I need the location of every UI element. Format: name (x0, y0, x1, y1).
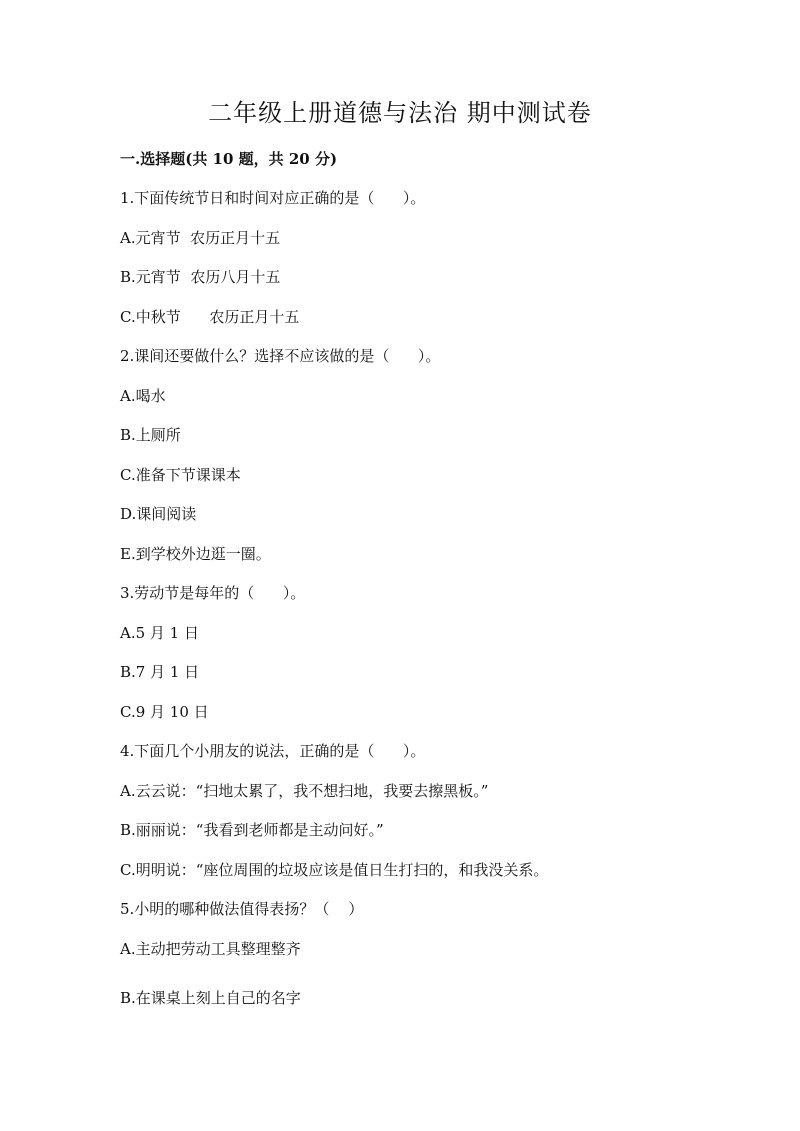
question-3-option-a: A.5 月 1 日 (120, 624, 199, 642)
question-2-option-c: C.准备下节课课本 (120, 466, 241, 484)
question-3-option-b: B.7 月 1 日 (120, 663, 200, 681)
question-5-option-a: A.主动把劳动工具整理整齐 (120, 940, 301, 958)
question-2-stem: 2.课间还要做什么？选择不应该做的是（ ）。 (120, 347, 441, 365)
question-3-stem: 3.劳动节是每年的（ ）。 (120, 584, 306, 602)
question-4-option-c: C.明明说：“座位周围的垃圾应该是值日生打扫的，和我没关系。 (120, 861, 549, 879)
question-5-option-b: B.在课桌上刻上自己的名字 (120, 989, 301, 1007)
exam-title: 二年级上册道德与法治 期中测试卷 (208, 99, 592, 127)
question-4-option-b: B.丽丽说：“我看到老师都是主动问好。” (120, 821, 384, 839)
question-1-stem: 1.下面传统节日和时间对应正确的是（ ）。 (120, 189, 426, 207)
question-2-option-a: A.喝水 (120, 387, 166, 405)
question-2-option-d: D.课间阅读 (120, 505, 197, 523)
question-1-option-b: B.元宵节 农历八月十五 (120, 268, 281, 286)
question-5-stem: 5.小明的哪种做法值得表扬？（ ） (120, 900, 364, 918)
question-1-option-a: A.元宵节 农历正月十五 (120, 229, 281, 247)
question-1-option-c: C.中秋节 农历正月十五 (120, 308, 300, 326)
question-3-option-c: C.9 月 10 日 (120, 703, 209, 721)
question-2-option-e: E.到学校外边逛一圈。 (120, 545, 271, 563)
question-4-stem: 4.下面几个小朋友的说法，正确的是（ ）。 (120, 742, 426, 760)
question-4-option-a: A.云云说：“扫地太累了，我不想扫地，我要去擦黑板。” (120, 782, 489, 800)
section-heading: 一.选择题(共 10 题，共 20 分) (120, 150, 338, 168)
question-2-option-b: B.上厕所 (120, 426, 181, 444)
